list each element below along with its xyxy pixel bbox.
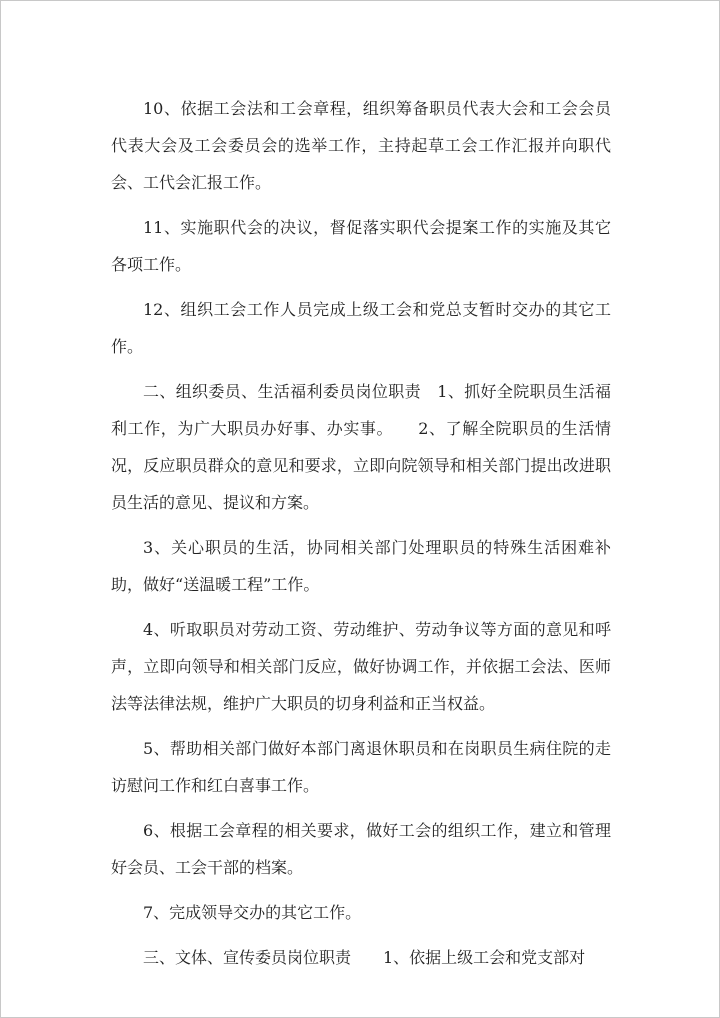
section-heading-welfare-committee: 二、组织委员、生活福利委员岗位职责 1、抓好全院职员生活福利工作，为广大职员办好事、办实事。 2、了解全院职员的生活情况，反应职员群众的意见和要求，立即向院领导和相关部门提出改进职员生活的意见、提议和方案。 bbox=[111, 382, 611, 512]
paragraph-item-10: 10、依据工会法和工会章程，组织筹备职员代表大会和工会会员代表大会及工会委员会的选举工作，主持起草工会工作汇报并向职代会、工代会汇报工作。 bbox=[111, 99, 611, 192]
paragraph-item-7: 7、完成领导交办的其它工作。 bbox=[143, 903, 362, 922]
section-heading-culture-committee: 三、文体、宣传委员岗位职责 1、依据上级工会和党支部对 bbox=[143, 948, 586, 967]
paragraph-item-11: 11、实施职代会的决议，督促落实职代会提案工作的实施及其它各项工作。 bbox=[111, 218, 611, 274]
document-body bbox=[111, 90, 611, 984]
paragraph-item-3: 3、关心职员的生活，协同相关部门处理职员的特殊生活困难补助，做好“送温暖工程”工作。 bbox=[111, 538, 611, 594]
paragraph-item-4: 4、听取职员对劳动工资、劳动维护、劳动争议等方面的意见和呼声，立即向领导和相关部门反应，做好协调工作，并依据工会法、医师法等法律法规，维护广大职员的切身利益和正当权益。 bbox=[111, 620, 611, 713]
paragraph-item-6: 6、根据工会章程的相关要求，做好工会的组织工作，建立和管理好会员、工会干部的档案。 bbox=[111, 821, 611, 877]
paragraph-item-12: 12、组织工会工作人员完成上级工会和党总支暂时交办的其它工作。 bbox=[111, 300, 611, 356]
paragraph-item-5: 5、帮助相关部门做好本部门离退休职员和在岗职员生病住院的走访慰问工作和红白喜事工作。 bbox=[111, 739, 611, 795]
